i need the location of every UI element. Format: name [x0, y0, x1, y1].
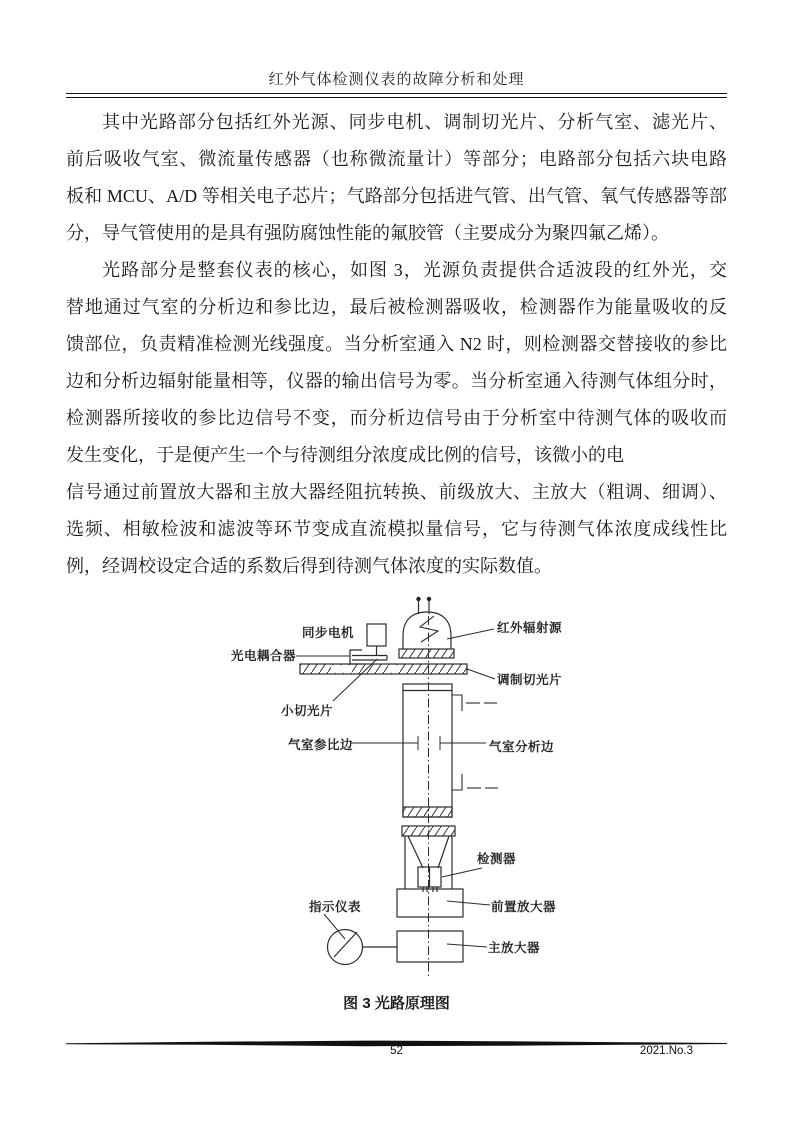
- label-analysis-side: 气室分析边: [489, 740, 555, 754]
- preamp-box: [397, 889, 463, 917]
- body-line: 其中光路部分包括红外光源、同步电机、调制切光片、分析气室、滤光片、: [102, 112, 727, 132]
- meter-needle: [334, 932, 357, 957]
- header-rule: [66, 93, 727, 98]
- body-line: 替地通过气室的分析边和参比边，最后被检测器吸收，检测器作为能量吸收的反: [66, 297, 727, 317]
- label-detector: 检测器: [477, 852, 517, 866]
- page-number: 52: [390, 1045, 403, 1057]
- photocoupler-bracket: [350, 650, 362, 664]
- label-preamp: 前置放大器: [491, 900, 557, 914]
- body-line: 发生变化，于是便产生一个与待测组分浓度成比例的信号，该微小的电: [66, 445, 624, 465]
- body-line: 例，经调校设定合适的系数后得到待测气体浓度的实际数值。: [66, 556, 552, 576]
- label-indicator: 指示仪表: [309, 900, 362, 914]
- chopper-disc: [300, 664, 467, 674]
- label-chopper: 调制切光片: [497, 673, 563, 687]
- label-ref-side: 气室参比边: [288, 738, 354, 752]
- body-line: 选频、相敏检波和滤波等环节变成直流模拟量信号，它与待测气体浓度成线性比: [66, 519, 727, 539]
- figure-diagram: [0, 588, 793, 986]
- label-ir-source: 红外辐射源: [497, 621, 563, 635]
- issue-number: 2021.No.3: [639, 1045, 693, 1057]
- body-line: 分，导气管使用的是具有强防腐蚀性能的氟胶管（主要成分为聚四氟乙烯）。: [66, 223, 669, 243]
- ir-lamp-base-window: [399, 649, 454, 658]
- pointer-analysis-side: [440, 736, 486, 750]
- main-amp-box: [397, 931, 463, 962]
- gas-port-top: [452, 695, 497, 711]
- pointer-ref-side: [351, 736, 418, 750]
- label-photocoupler: 光电耦合器: [231, 649, 297, 663]
- gas-cell-bottom-window: [403, 807, 452, 817]
- body-line: 馈部位，负责精准检测光线强度。当分析室通入 N2 时，则检测器交替接收的参比: [66, 334, 727, 354]
- detector-window: [402, 826, 455, 836]
- header-title: 红外气体检测仪表的故障分析和处理: [268, 72, 525, 88]
- label-sync-motor: 同步电机: [302, 626, 355, 640]
- pointer-preamp: [447, 901, 490, 905]
- detector-box: [418, 867, 441, 892]
- pointer-chopper: [467, 669, 495, 679]
- indicator-meter: [328, 930, 363, 965]
- label-small-chopper: 小切光片: [281, 704, 334, 718]
- pointer-indicator: [324, 914, 345, 939]
- figure-caption: 图 3 光路原理图: [343, 995, 450, 1012]
- body-text: [66, 104, 727, 585]
- gas-port-bottom: [452, 774, 498, 790]
- sync-motor-box: [367, 624, 386, 646]
- body-line: 光路部分是整套仪表的核心，如图 3，光源负责提供合适波段的红外光，交: [102, 260, 727, 280]
- body-line: 检测器所接收的参比边信号不变，而分析边信号由于分析室中待测气体的吸收而: [66, 408, 727, 428]
- ir-lamp-dome: [403, 612, 451, 649]
- pointer-detector: [442, 868, 482, 877]
- body-line: 信号通过前置放大器和主放大器经阻抗转换、前级放大、主放大（粗调、细调）、: [66, 482, 727, 502]
- small-chopper-blade: [352, 656, 387, 661]
- body-line: 板和 MCU、A/D 等相关电子芯片；气路部分包括进气管、出气管、氧气传感器等部: [66, 186, 727, 206]
- body-line: 边和分析边辐射能量相等，仪器的输出信号为零。当分析室通入待测气体组分时，: [66, 371, 727, 391]
- label-main-amp: 主放大器: [488, 941, 541, 955]
- gas-cell-tube: [403, 684, 452, 817]
- body-line: 前后吸收气室、微流量传感器（也称微流量计）等部分；电路部分包括六块电路: [66, 149, 727, 169]
- pointer-main-amp: [447, 944, 487, 947]
- ir-lamp-pins: [416, 597, 431, 614]
- pointer-ir-source: [447, 629, 494, 639]
